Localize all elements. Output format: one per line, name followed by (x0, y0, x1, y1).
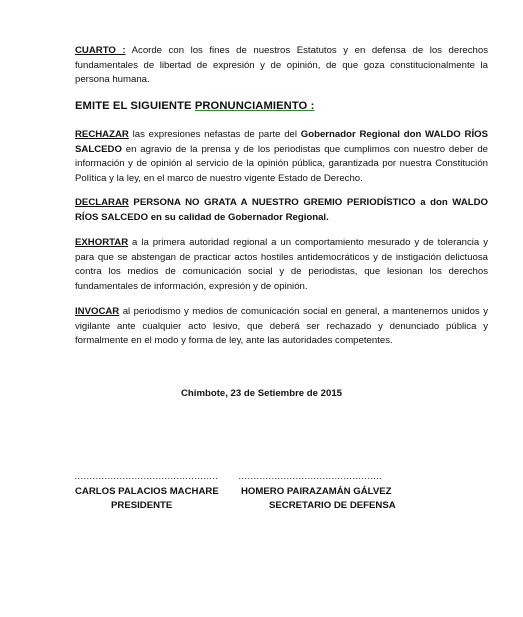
signer-left-name: CARLOS PALACIOS MACHARE (75, 486, 219, 497)
signer-left-role: PRESIDENTE (111, 500, 173, 511)
paragraph-cuarto (75, 44, 488, 88)
rechazar-text-2: en agravio de la prensa y de los periodistas que cumplimos con nuestro deber de información y de opinión al servicio de la opinión pública, garantizada por nuestra Constitución Política y la ley, en el marco de nuestro vigente Estado de Derecho. (75, 143, 488, 184)
paragraph-declarar (75, 196, 488, 225)
exhortar-text: a la primera autoridad regional a un comportamiento mesurado y de tolerancia y para que se abstengan de practicar actos hostiles antidemocráticos y de instigación delictuosa contra los medios de comunicación social y de periodistas, que lesionan los derechos fundamentales de información, expresión y de opinión. (75, 237, 488, 292)
declarar-text: PERSONA NO GRATA A NUESTRO GREMIO PERIODÍSTICO a don WALDO RÍOS SALCEDO en su calidad de Gobernador Regional. (75, 197, 488, 223)
keyword-invocar: INVOCAR (75, 306, 120, 317)
rechazar-text-1: las expresiones nefastas de parte del (128, 129, 301, 140)
keyword-cuarto: CUARTO : (75, 45, 126, 56)
signature-line-right: ………………………………………… (238, 471, 382, 482)
invocar-text: al periodismo y medios de comunicación social en general, a mantenernos unidos y vigilante ante cualquier acto lesivo, que deberá ser rechazado y denunciado pública y formalmente en el modo y forma de ley, ante las autoridades competentes. (75, 306, 488, 347)
keyword-rechazar: RECHAZAR (75, 129, 129, 140)
paragraph-rechazar (75, 128, 488, 186)
signer-right-name: HOMERO PAIRAZAMÁN GÁLVEZ (241, 486, 392, 497)
signature-line-left: ………………………………………… (74, 471, 218, 482)
paragraph-exhortar (75, 236, 488, 294)
paragraph-invocar (75, 305, 488, 349)
keyword-declarar: DECLARAR (75, 197, 129, 208)
date-line: Chimbote, 23 de Setiembre de 2015 (180, 388, 343, 399)
heading-prefix: EMITE EL SIGUIENTE (75, 100, 195, 112)
rechazar-bold-name: Gobernador Regional don WALDO RÍOS SALCEDO (75, 129, 488, 155)
heading-underlined: PRONUNCIAMIENTO : (194, 100, 315, 112)
keyword-exhortar: EXHORTAR (75, 237, 129, 248)
cuarto-text: Acorde con los fines de nuestros Estatutos y en defensa de los derechos fundamentales de libertad de expresión y de opinión, de que goza constitucionalmente la persona humana. (75, 45, 488, 86)
signer-right-role: SECRETARIO DE DEFENSA (269, 500, 396, 511)
section-heading (75, 100, 314, 112)
